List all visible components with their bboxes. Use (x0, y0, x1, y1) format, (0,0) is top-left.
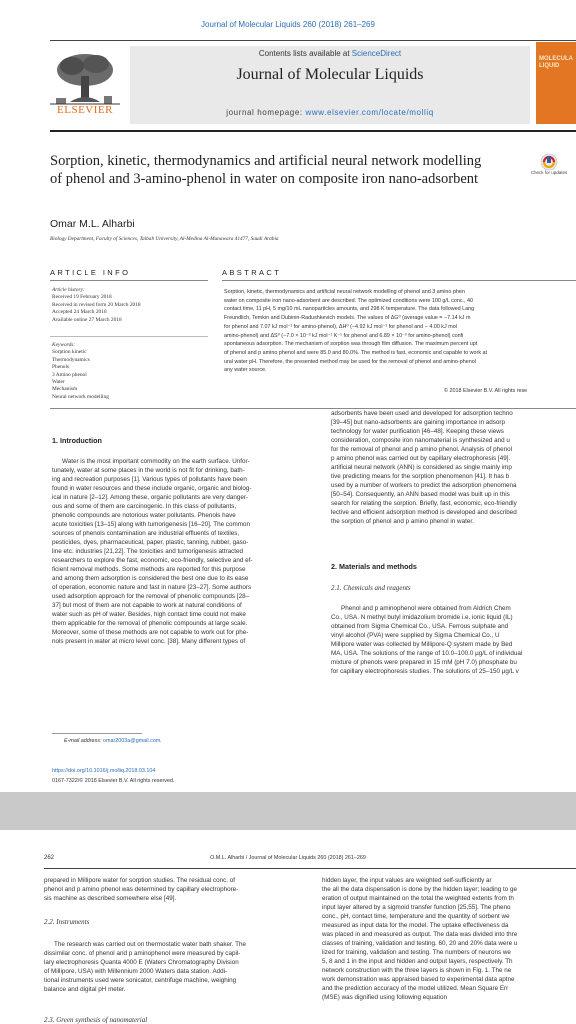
page-gap (0, 792, 576, 830)
history-line: Received 19 February 2018 (52, 294, 112, 301)
body-line: sources of phenols contamination are industrial effluents of textiles, (52, 530, 240, 537)
body-line: line etc. industries [21,22]. The toxicities and tumorigenesis attracted (52, 548, 243, 555)
body-line: technology for water purification [46–48]. Keeping these views (331, 428, 504, 435)
body-line: work demonstration was appraised based to experimental data aptne (322, 976, 515, 983)
body-line: MA, USA. The solutions of the range of 10.0–100.0 μg/L of individual (331, 650, 523, 657)
body-line: obtained from Sigma Chemical Co., USA. Ferrous sulphate and (331, 623, 509, 630)
corresponding-email (64, 738, 162, 744)
body-line: Moreover, some of these methods are not capable to work out for phe- (52, 629, 249, 636)
body-line: for the removal of phenol and p amino phenol. Analysis of phenol (331, 446, 512, 453)
body-line: consideration, composite iron nanomaterial is synthesized and u (331, 437, 510, 444)
body-line: tional instruments used were sonicator, centrifuge machine, weighing (44, 977, 237, 984)
chemicals-body (331, 604, 576, 676)
body-line: of Millipore, USA) with Millennium 2000 Waters data station. Addi- (44, 968, 228, 975)
body-line: them applicable for the removal of phenolic compounds at large scale. (52, 620, 248, 627)
body-line: tive predicting means for the sorption phenomenon [41]. It has b (331, 473, 510, 480)
abstract-line: for phenol and 7.07 kJ mol⁻¹ for amino-phenol), ΔH⁰ (−4.92 kJ mol⁻¹ for phenol and − 4.00 kJ mol (224, 323, 457, 330)
body-line: Water is the most important commodity on the earth surface. Unfor- (62, 458, 250, 465)
body-line: 5, 8 and 1 in the input and hidden and output layers, respectively. Th (322, 958, 513, 965)
journal-name: Journal of Molecular Liquids (236, 66, 424, 83)
elsevier-wordmark: ELSEVIER (57, 104, 113, 116)
body-line: and the prediction accuracy of the model utilized. Mean Square Err (322, 985, 509, 992)
keyword: Phenols (52, 364, 70, 371)
email-suffix: . (160, 738, 162, 744)
body-line: Co., USA. N methyl butyl imidazolium bromide i.e. ionic liquid (IL) (331, 614, 513, 621)
abstract-line: spontaneous adsorption. The mechanism of sorption was through film diffusion. The maximum percent upt (224, 341, 478, 348)
page-number: 262 (44, 855, 55, 861)
abstract-text (224, 288, 576, 375)
body-line: found in water resources and these include organic, organic and biolog- (52, 485, 252, 492)
page-2 (0, 830, 576, 1024)
body-line: lized for training, validation and testing. The numbers of neurons we (322, 949, 511, 956)
issn-copyright: 0167-7322/© 2018 Elsevier B.V. All rights reserved. (52, 778, 175, 784)
history-line: Available online 27 March 2018 (52, 316, 122, 323)
abstract-line: ural water pH. Therefore, the presented method may be used for the removal of phenol and amino-phenol (224, 358, 476, 365)
running-header: O.M.L. Alharbi / Journal of Molecular Liquids 260 (2018) 261–269 (210, 855, 366, 861)
journal-homepage-line (130, 108, 530, 117)
body-line: lective and efficient adsorption method is developed and described (331, 509, 517, 516)
body-line: phenol and p amino phenol was determined by capillary electrophore- (44, 886, 239, 893)
keyword: Sorption kinetic (52, 349, 87, 356)
body-line: ficient removal methods. Some methods are reported for this purpose (52, 566, 246, 573)
keywords-list (52, 342, 210, 401)
body-line: ous and some of them are carcinogenic. In this class of pollutants, (52, 503, 237, 510)
body-line: Phenol and p aminophenol were obtained from Aldrich Chem (341, 605, 511, 612)
chemicals-reagents-heading: 2.1. Chemicals and reagents (331, 584, 411, 592)
body-line: input layer altered by a sigmoid transfer function [25,55]. The pheno (322, 904, 511, 911)
body-line: [50–54]. Consequently, an ANN based model was built up in this (331, 491, 510, 498)
body-line: pesticides, dyes, pharmaceutical, paper, plastic, tanning, rubber, gaso- (52, 539, 249, 546)
article-info-rule (50, 280, 208, 281)
body-line: used by a number of workers to predict the adsorption phenomena (331, 482, 517, 489)
body-line: dissimilar conc. of phenol and p aminophenol were measured by capil- (44, 950, 241, 957)
body-line: 37] but most of them are not capable to work at natural conditions of (52, 602, 242, 609)
history-line: Received in revised form 20 March 2018 (52, 301, 141, 308)
right-column-body (322, 876, 576, 1002)
keywords-label: Keywords: (52, 342, 76, 348)
history-line: Article history: (52, 287, 85, 293)
header-rule (44, 868, 576, 869)
green-synthesis-heading: 2.3. Green synthesis of nanomaterial (44, 1016, 148, 1024)
abstract-line: any water source. (224, 367, 267, 374)
article-history (52, 287, 210, 324)
footnote-rule (52, 733, 142, 734)
body-line: lary electrophoresis Quanta 4000 E (Waters Chromatography Division (44, 959, 239, 966)
journal-reference-link[interactable]: Journal of Molecular Liquids 260 (2018) 261–269 (201, 20, 375, 29)
contents-line (130, 49, 530, 58)
keyword: Neural network modelling (52, 393, 109, 400)
abstract-heading: ABSTRACT (222, 268, 282, 277)
author-affiliation: Biology Department, Faculty of Sciences, Taibah University, Al-Medina Al-Munawara 41477, Saudi Arabia (50, 236, 279, 242)
email-link[interactable]: omar2003a@gmail.com (102, 738, 161, 744)
check-for-updates-label[interactable]: Check for updates (530, 170, 568, 175)
email-label: E-mail address: (64, 738, 103, 744)
body-line: water such as pH of water. Besides, high contact time could not make (52, 611, 246, 618)
body-line: for capillary electrophoresis studies. The solutions of 25–150 μg/L v (331, 668, 519, 675)
body-line: classes of training, validation and testing. 60, 20 and 20% data were u (322, 940, 518, 947)
right-column-body (331, 409, 576, 526)
introduction-body (52, 457, 314, 646)
abstract-line: water on composite iron nano-adsorbent are described. The optimized conditions were 100 g/L conc., 40 (224, 297, 474, 304)
body-line: of operation, economic nature and fast in nature [23–27]. Some authors (52, 584, 252, 591)
header-rule (50, 40, 576, 41)
body-line: ical in nature [2–12]. Among these, organic pollutants are very danger- (52, 494, 249, 501)
history-line: Accepted 24 March 2018 (52, 309, 107, 316)
abstract-copyright: © 2018 Elsevier B.V. All rights rese (444, 388, 528, 394)
body-line: The research was carried out on thermostatic water bath shaker. The (54, 941, 247, 948)
body-line: phenolic compounds are notorious water pollutants. Phenols have (52, 512, 236, 519)
homepage-prefix: journal homepage: (226, 108, 306, 117)
doi-link[interactable]: https://doi.org/10.1016/j.molliq.2018.03.104 (52, 768, 156, 774)
abstract-line: of phenol and p amino phenol and were 85.0 and 80.0%. The method is fast, economic and capable to work at (224, 349, 488, 356)
body-line: Millipore water was collected by Millipore-Q system made by Bed (331, 641, 513, 648)
body-line: used adsorption approach for the removal of phenolic compounds [28– (52, 593, 250, 600)
homepage-link[interactable]: www.elsevier.com/locate/molliq (305, 108, 434, 117)
body-line: the all the data dispensation is done by the hidden layer; leading to ge (322, 886, 517, 893)
body-line: search for relating the sorption. Briefly, fast, economic, eco-friendly (331, 500, 517, 507)
sciencedirect-link[interactable]: ScienceDirect (351, 49, 402, 58)
body-line: artificial neural network (ANN) is considered as single mainly imp (331, 464, 512, 471)
abstract-rule (222, 280, 576, 281)
left-column-body (44, 876, 306, 903)
journal-cover-text: MOLECULA LIQUID (539, 56, 573, 69)
article-title: Sorption, kinetic, thermodynamics and artificial neural network modelling of phenol and 3-amino-phenol in water on composite iron nano-adsorbent (50, 153, 482, 187)
body-line: and among them adsorption is considered the best one due to its ease (52, 575, 249, 582)
body-line: [39–45] but nano-adsorbents are gaining importance in adsorp (331, 419, 505, 426)
instruments-heading: 2.2. Instruments (44, 918, 90, 926)
article-info-heading: ARTICLE INFO (50, 268, 131, 277)
abstract-line: contact time, 11 pH, 5 mg/10 mL nanoparticles amounts, and 298 K temperature. The data followed Lang (224, 306, 475, 313)
body-line: network construction with the three layers is shown in Fig. 1. The ne (322, 967, 512, 974)
body-line: vinyl alcohol (PVA) were supplied by Sigma Chemical Co., U (331, 632, 500, 639)
body-line: p amino phenol was carried out by capillary electrophoresis [49]. (331, 455, 511, 462)
body-line: nols present in water at micro level conc. [38]. Many different types of (52, 638, 246, 645)
body-line: adsorbents have been used and developed for adsorption techno (331, 410, 513, 417)
body-line: ing and recreation purposes [1]. Various types of pollutants have been (52, 476, 247, 483)
body-line: hidden layer, the input values are weighted self-sufficiently ar (322, 877, 492, 884)
keywords-rule (50, 336, 208, 337)
body-line: eration of output maintained on the total the weighted extents from th (322, 895, 514, 902)
abstract-line: Freundlich, Temkin and Dubinin-Radushkevich models. The values of ΔG⁰ (average value = −7.14 kJ m (224, 315, 471, 322)
body-line: conc., pH, contact time, temperature and the quantity of sorbent we (322, 913, 510, 920)
keyword: 3 Amino phenol (52, 371, 87, 378)
body-line: tunately, water at some places in the world is not fit for drinking, bath- (52, 467, 245, 474)
body-line: sis machine as described somewhere else [49]. (44, 895, 177, 902)
header-rule-thick (50, 130, 576, 132)
journal-cover-thumbnail (536, 42, 576, 124)
instruments-body (44, 940, 306, 994)
keyword: Mechanism (52, 386, 78, 393)
abstract-line: amino-phenol) and ΔS⁰ (−7.0 × 10⁻³ kJ mol⁻¹ K⁻¹ for phenol and 6.89 × 10⁻³ for amino-phenol) confi (224, 332, 464, 339)
body-line: mixture of phenols were prepared in 15 mM (pH 7.0) phosphate bu (331, 659, 517, 666)
author-name[interactable]: Omar M.L. Alharbi (50, 218, 135, 230)
body-line: (MSE) was dignified using following equation (322, 994, 447, 1001)
keyword: Thermodynamics (52, 356, 90, 363)
contents-prefix: Contents lists available at (258, 49, 352, 58)
body-line: prepared in Millipore water for sorption studies. The residual conc. of (44, 877, 235, 884)
body-line: the sorption of phenol and p amino phenol in water. (331, 518, 474, 525)
abstract-line: Sorption, kinetic, thermodynamics and artificial neural network modelling of phenol and 3 amino phen (224, 289, 465, 295)
body-line: acute toxicities [13–15] along with tumorigenesis [16–20]. The common (52, 521, 250, 528)
materials-methods-heading: 2. Materials and methods (331, 562, 417, 571)
body-line: researchers to explore the fast, economic, eco-friendly, selective and ef- (52, 557, 253, 564)
body-line: measured as input data for the model. The uptake effectiveness da (322, 922, 509, 929)
body-line: balance and digital pH meter. (44, 986, 126, 993)
body-line: was placed in and measured as output. The data was divided into thre (322, 931, 518, 938)
keyword: Water (52, 379, 65, 386)
introduction-heading: 1. Introduction (52, 436, 102, 445)
